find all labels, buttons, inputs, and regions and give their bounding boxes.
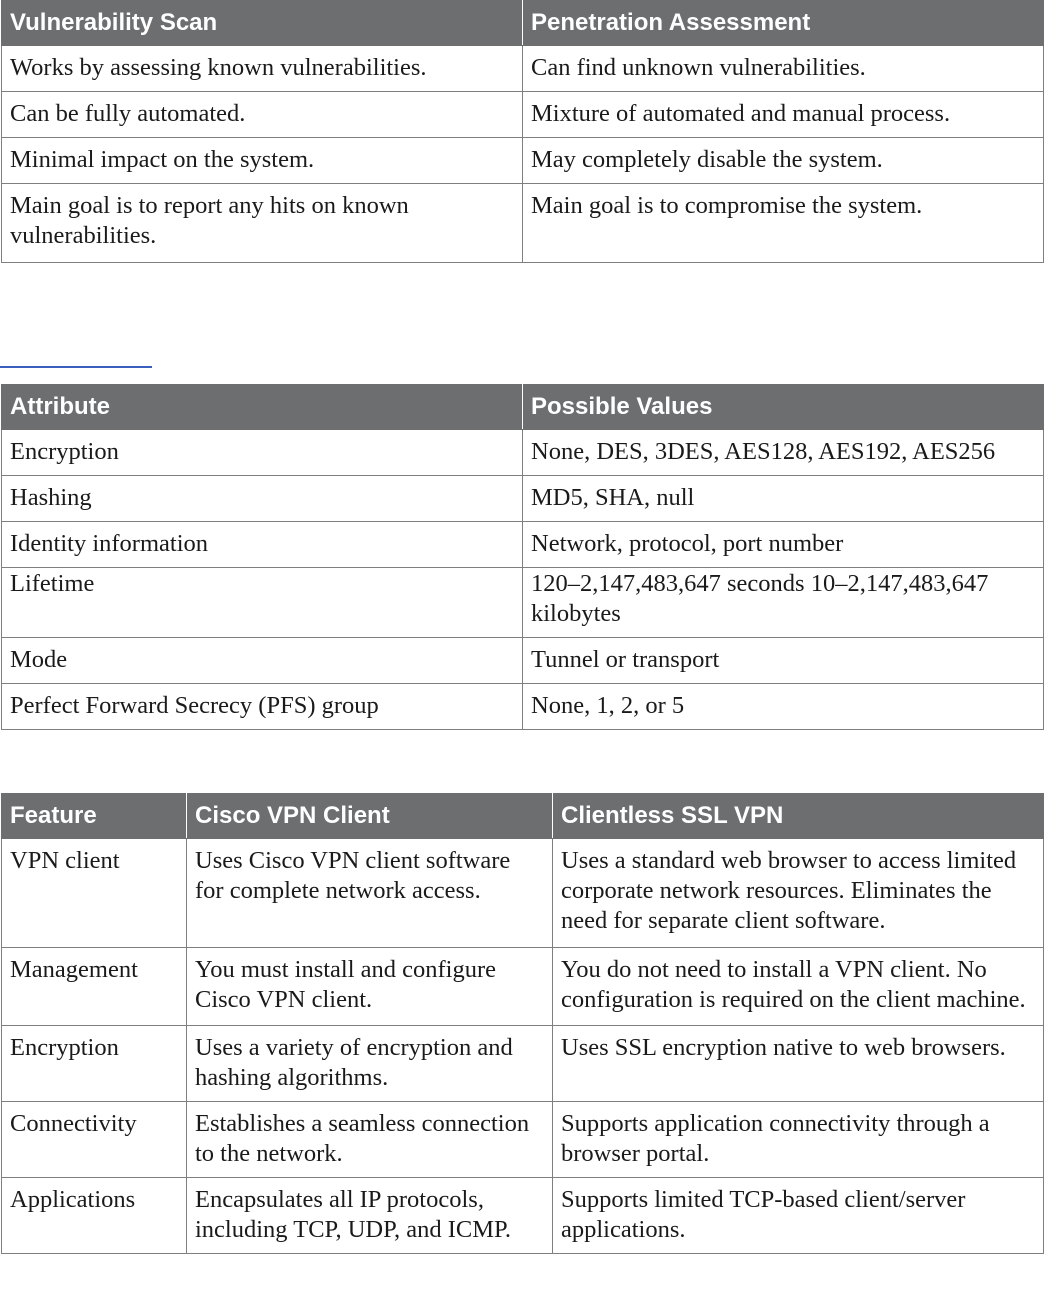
table-cell: Network, protocol, port number <box>523 522 1044 568</box>
vpn-client-comparison-table <box>1 793 1044 1254</box>
table-cell: None, 1, 2, or 5 <box>523 684 1044 730</box>
table-cell: Mode <box>2 638 523 684</box>
table-row <box>2 948 1044 1026</box>
column-header-possible-values: Possible Values <box>523 385 1044 430</box>
table-cell: MD5, SHA, null <box>523 476 1044 522</box>
table-cell: Encapsulates all IP protocols, including TCP, UDP, and ICMP. <box>187 1178 553 1254</box>
table-row <box>2 1178 1044 1254</box>
table-row <box>2 138 1044 184</box>
table-row <box>2 184 1044 263</box>
table-cell: Works by assessing known vulnerabilities. <box>2 46 523 92</box>
table-header-row <box>2 1 1044 46</box>
table-cell: Perfect Forward Secrecy (PFS) group <box>2 684 523 730</box>
table-cell: Uses SSL encryption native to web browsers. <box>553 1026 1044 1102</box>
table-cell: Supports application connectivity through a browser portal. <box>553 1102 1044 1178</box>
table-cell: Uses a variety of encryption and hashing algorithms. <box>187 1026 553 1102</box>
column-header-cisco-vpn-client: Cisco VPN Client <box>187 794 553 839</box>
table-cell: Main goal is to compromise the system. <box>523 184 1044 263</box>
table-row <box>2 638 1044 684</box>
table-header-row <box>2 794 1044 839</box>
table-cell: Applications <box>2 1178 187 1254</box>
table-cell: Establishes a seamless connection to the network. <box>187 1102 553 1178</box>
column-header-attribute: Attribute <box>2 385 523 430</box>
table-row <box>2 522 1044 568</box>
table-cell: You must install and configure Cisco VPN client. <box>187 948 553 1026</box>
link-underline <box>0 366 152 368</box>
table-cell: Tunnel or transport <box>523 638 1044 684</box>
column-header-penetration-assessment: Penetration Assessment <box>523 1 1044 46</box>
vulnerability-vs-penetration-table <box>1 0 1044 263</box>
table-cell: Connectivity <box>2 1102 187 1178</box>
table-cell: Uses Cisco VPN client software for complete network access. <box>187 839 553 948</box>
table-cell: None, DES, 3DES, AES128, AES192, AES256 <box>523 430 1044 476</box>
table-cell: Encryption <box>2 1026 187 1102</box>
table-row <box>2 684 1044 730</box>
column-header-vulnerability-scan: Vulnerability Scan <box>2 1 523 46</box>
table-cell: 120–2,147,483,647 seconds 10–2,147,483,647 kilobytes <box>523 568 1044 638</box>
table-cell: Uses a standard web browser to access limited corporate network resources. Eliminates the need for separate client software. <box>553 839 1044 948</box>
table-row <box>2 1026 1044 1102</box>
table-row <box>2 839 1044 948</box>
ipsec-attributes-table <box>1 384 1044 730</box>
table-cell: Encryption <box>2 430 523 476</box>
table-cell: Can be fully automated. <box>2 92 523 138</box>
table-row <box>2 46 1044 92</box>
table-cell: Main goal is to report any hits on known vulnerabilities. <box>2 184 523 263</box>
table-cell: Can find unknown vulnerabilities. <box>523 46 1044 92</box>
column-header-feature: Feature <box>2 794 187 839</box>
table-cell: You do not need to install a VPN client. No configuration is required on the client machine. <box>553 948 1044 1026</box>
column-header-clientless-ssl-vpn: Clientless SSL VPN <box>553 794 1044 839</box>
table-cell: May completely disable the system. <box>523 138 1044 184</box>
table-cell: Identity information <box>2 522 523 568</box>
table-row <box>2 568 1044 638</box>
table-cell: Hashing <box>2 476 523 522</box>
table-row <box>2 476 1044 522</box>
table-cell: VPN client <box>2 839 187 948</box>
table-cell: Mixture of automated and manual process. <box>523 92 1044 138</box>
table-row <box>2 430 1044 476</box>
table-cell: Minimal impact on the system. <box>2 138 523 184</box>
table-cell: Management <box>2 948 187 1026</box>
table-row <box>2 92 1044 138</box>
table-cell: Supports limited TCP-based client/server applications. <box>553 1178 1044 1254</box>
table-header-row <box>2 385 1044 430</box>
table-cell: Lifetime <box>2 568 523 638</box>
table-row <box>2 1102 1044 1178</box>
